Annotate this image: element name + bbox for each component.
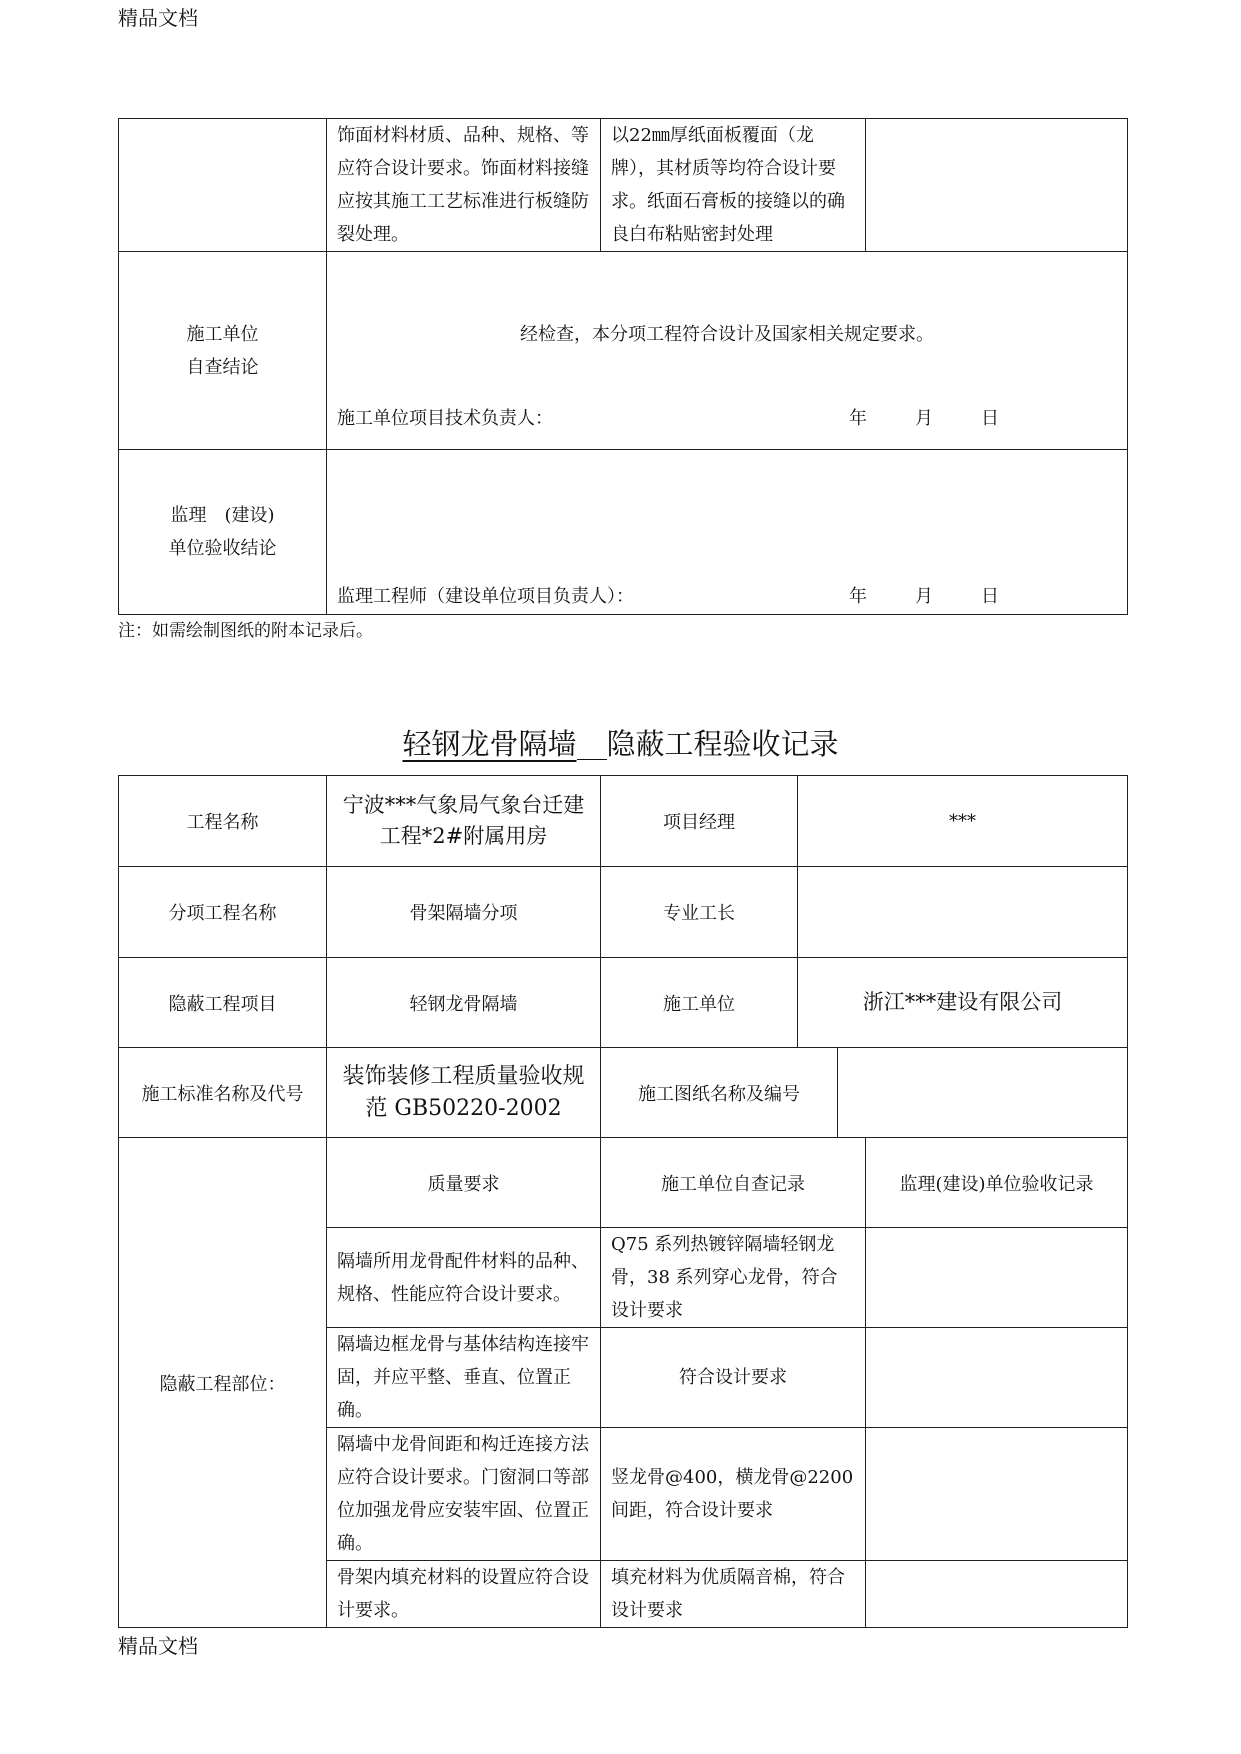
title-subject: 轻钢龙骨隔墙 bbox=[402, 727, 577, 761]
date-day: 日 bbox=[981, 586, 999, 607]
project-name-value: 宁波***气象局气象台迁建工程*2#附属用房 bbox=[327, 776, 601, 867]
foreman-value bbox=[798, 867, 1128, 958]
title-record-name: 隐蔽工程验收记录 bbox=[606, 727, 839, 761]
req-row-3: 隔墙中龙骨间距和构迁连接方法应符合设计要求。门窗洞口等部位加强龙骨应安装牢固、位置正确。 bbox=[327, 1428, 601, 1561]
supervisor-record-cell bbox=[866, 119, 1128, 252]
sup-row-1 bbox=[866, 1228, 1128, 1328]
col-header-supervisor: 监理(建设)单位验收记录 bbox=[866, 1138, 1128, 1228]
sub-project-label: 分项工程名称 bbox=[119, 867, 327, 958]
date-fields bbox=[849, 404, 1047, 430]
sup-row-3 bbox=[866, 1428, 1128, 1561]
contractor-conclusion-cell bbox=[327, 252, 1128, 450]
date-year: 年 bbox=[849, 586, 867, 607]
date-fields bbox=[849, 582, 1047, 608]
req-row-4: 骨架内填充材料的设置应符合设计要求。 bbox=[327, 1561, 601, 1628]
footer-watermark: 精品文档 bbox=[118, 1634, 198, 1658]
supervisor-signer-label: 监理工程师（建设单位项目负责人）： bbox=[337, 586, 634, 607]
drawing-value bbox=[838, 1048, 1128, 1138]
contractor-label-line1: 施工单位 bbox=[186, 323, 259, 345]
contractor-label: 施工单位 bbox=[601, 958, 798, 1048]
sup-row-4 bbox=[866, 1561, 1128, 1628]
standard-value: 装饰装修工程质量验收规范 GB50220-2002 bbox=[327, 1048, 601, 1138]
quality-requirement-cell: 饰面材料材质、品种、规格、等应符合设计要求。饰面材料接缝应按其施工工艺标准进行板缝防裂处理。 bbox=[327, 119, 601, 252]
supervisor-conclusion-cell bbox=[327, 450, 1128, 615]
contractor-value: 浙江***建设有限公司 bbox=[798, 958, 1128, 1048]
standard-label: 施工标准名称及代号 bbox=[119, 1048, 327, 1138]
supervisor-label-line1: 监理 (建设) bbox=[170, 505, 275, 526]
previous-record-table bbox=[118, 118, 1128, 615]
date-year: 年 bbox=[849, 408, 867, 429]
hidden-part-label: 隐蔽工程部位： bbox=[119, 1138, 327, 1628]
sup-row-2 bbox=[866, 1328, 1128, 1428]
contractor-signer-label: 施工单位项目技术负责人： bbox=[337, 408, 553, 429]
project-manager-value: *** bbox=[798, 776, 1128, 867]
req-row-1: 隔墙所用龙骨配件材料的品种、规格、性能应符合设计要求。 bbox=[327, 1228, 601, 1328]
check-row-4: 填充材料为优质隔音棉，符合设计要求 bbox=[601, 1561, 866, 1628]
supervisor-label-line2: 单位验收结论 bbox=[168, 538, 277, 559]
self-check-record-cell: 以22㎜厚纸面板覆面（龙牌），其材质等均符合设计要求。纸面石膏板的接缝以的确良白布粘贴密封处理 bbox=[601, 119, 866, 252]
foreman-label: 专业工长 bbox=[601, 867, 798, 958]
check-row-2: 符合设计要求 bbox=[601, 1328, 866, 1428]
footnote: 注：如需绘制图纸的附本记录后。 bbox=[118, 621, 373, 641]
contractor-signature-line bbox=[337, 404, 1117, 430]
col-header-quality: 质量要求 bbox=[327, 1138, 601, 1228]
page-title bbox=[0, 722, 1241, 763]
hidden-item-value: 轻钢龙骨隔墙 bbox=[327, 958, 601, 1048]
date-month: 月 bbox=[915, 586, 933, 607]
project-name-label: 工程名称 bbox=[119, 776, 327, 867]
req-row-2: 隔墙边框龙骨与基体结构连接牢固，并应平整、垂直、位置正确。 bbox=[327, 1328, 601, 1428]
drawing-label: 施工图纸名称及编号 bbox=[601, 1048, 838, 1138]
contractor-conclusion-text: 经检查，本分项工程符合设计及国家相关规定要求。 bbox=[520, 324, 934, 345]
hidden-item-label: 隐蔽工程项目 bbox=[119, 958, 327, 1048]
title-underline-gap bbox=[577, 758, 607, 760]
empty-cell bbox=[119, 119, 327, 252]
supervisor-signature-line bbox=[337, 582, 1117, 608]
check-row-3: 竖龙骨@400，横龙骨@2200 间距，符合设计要求 bbox=[601, 1428, 866, 1561]
date-day: 日 bbox=[981, 408, 999, 429]
sub-project-value: 骨架隔墙分项 bbox=[327, 867, 601, 958]
acceptance-record-table bbox=[118, 775, 1128, 1628]
supervisor-conclusion-label bbox=[119, 450, 327, 615]
col-header-self-check: 施工单位自查记录 bbox=[601, 1138, 866, 1228]
date-month: 月 bbox=[915, 408, 933, 429]
contractor-conclusion-label bbox=[119, 252, 327, 450]
contractor-label-line2: 自查结论 bbox=[186, 356, 259, 378]
header-watermark: 精品文档 bbox=[118, 6, 198, 30]
check-row-1: Q75 系列热镀锌隔墙轻钢龙骨，38 系列穿心龙骨，符合设计要求 bbox=[601, 1228, 866, 1328]
project-manager-label: 项目经理 bbox=[601, 776, 798, 867]
